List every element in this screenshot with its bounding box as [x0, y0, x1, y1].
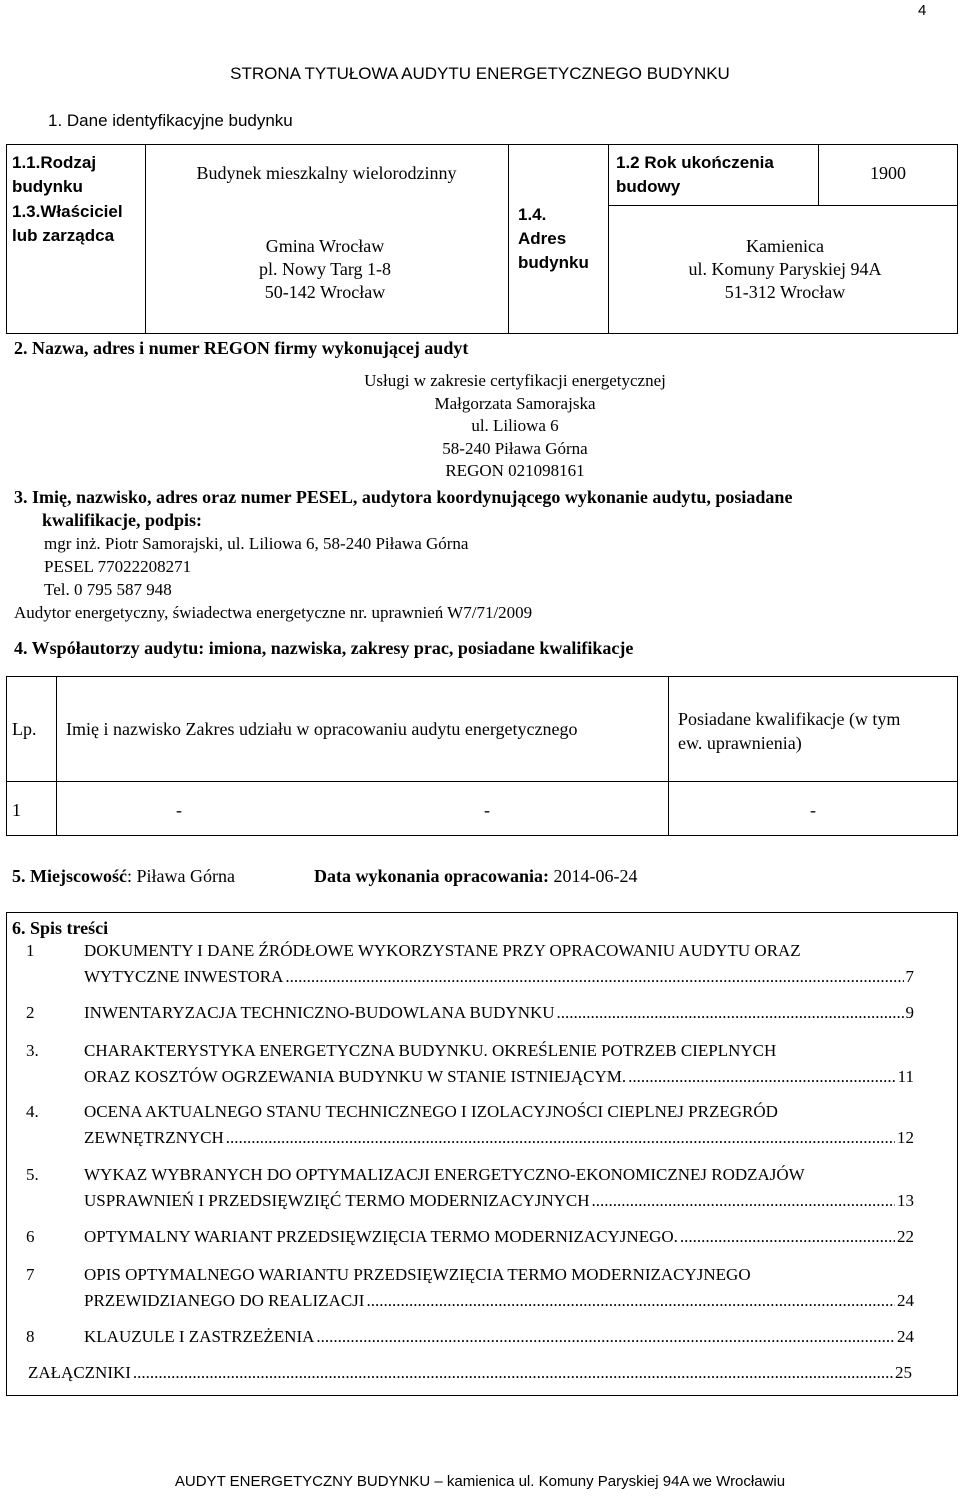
toc-leader-dots [628, 1067, 895, 1087]
place-value: : Piława Górna [126, 866, 235, 886]
toc-heading: 6. Spis treści [12, 918, 109, 938]
toc-item-page: 9 [905, 1003, 914, 1022]
toc-item-number: 1 [26, 941, 35, 960]
section4-heading: 4. Współautorzy audytu: imiona, nazwiska, zakresy prac, posiadane kwalifikacje [14, 638, 634, 658]
col-name-scope: Imię i nazwisko Zakres udziału w opracowaniu audytu energetycznego [66, 719, 578, 739]
toc-item-page: 22 [897, 1227, 914, 1246]
place-label: 5. Miejscowość [12, 866, 127, 886]
toc-item-title: KLAUZULE I ZASTRZEŻENIA [84, 1327, 315, 1346]
page-footer: AUDYT ENERGETYCZNY BUDYNKU – kamienica ul. Komuny Paryskiej 94A we Wrocławiu [174, 1473, 786, 1490]
section3-heading: 3. Imię, nazwisko, adres oraz numer PESEL, audytora koordynującego wykonanie audytu, posiadane kwalifikacje, podpis: [14, 487, 793, 530]
toc-item-title: OCENA AKTUALNEGO STANU TECHNICZNEGO I IZOLACYJNOŚCI CIEPLNEJ PRZEGRÓD [84, 1102, 778, 1121]
toc-item-page: 12 [897, 1128, 914, 1147]
row-lp: 1 [12, 800, 21, 820]
place [12, 866, 235, 888]
year-value: 1900 [870, 163, 906, 183]
toc-item-page: 7 [905, 967, 914, 986]
toc-item-title: USPRAWNIEŃ I PRZEDSIĘWZIĘĆ TERMO MODERNIZACYJNYCH [84, 1191, 590, 1210]
year-label: 1.2 Rok ukończenia budowy [616, 153, 774, 196]
building-address-value: Kamienica ul. Komuny Paryskiej 94A 51-312 Wrocław [688, 236, 882, 302]
toc-attachments[interactable] [28, 1363, 912, 1383]
owner-label: 1.3.Właściciel lub zarządca [12, 202, 123, 245]
toc-item-title: CHARAKTERYSTYKA ENERGETYCZNA BUDYNKU. OKREŚLENIE POTRZEB CIEPLNYCH [84, 1041, 777, 1060]
toc-item-page: 24 [897, 1327, 914, 1346]
toc-item-page: 11 [897, 1067, 914, 1086]
toc-leader-dots [366, 1291, 895, 1311]
toc-attachments-page: 25 [895, 1363, 912, 1382]
document-title: STRONA TYTUŁOWA AUDYTU ENERGETYCZNEGO BUDYNKU [230, 64, 730, 83]
toc-leader-dots [557, 1003, 904, 1023]
toc-leader-dots [316, 1327, 895, 1347]
toc-item-title: OPTYMALNY WARIANT PRZEDSIĘWZIĘCIA TERMO MODERNIZACYJNEGO. [84, 1227, 678, 1246]
toc-leader-dots [285, 967, 903, 987]
toc-item[interactable] [84, 1291, 914, 1311]
toc-item-title: ZEWNĘTRZNYCH [84, 1128, 224, 1147]
row-name: - [176, 800, 182, 820]
toc-item-number: 2 [26, 1003, 35, 1022]
toc-item[interactable] [84, 967, 914, 987]
section1-heading: 1. Dane identyfikacyjne budynku [48, 111, 293, 130]
col-lp: Lp. [12, 719, 37, 739]
toc-attachments-label: ZAŁĄCZNIKI [28, 1363, 131, 1382]
building-type-value: Budynek mieszkalny wielorodzinny [196, 163, 457, 183]
toc-item-page: 24 [897, 1291, 914, 1310]
row-qualifications: - [810, 800, 816, 820]
toc-leader-dots [680, 1227, 895, 1247]
toc-item-number: 6 [26, 1227, 35, 1246]
toc-item-title: INWENTARYZACJA TECHNICZNO-BUDOWLANA BUDYNKU [84, 1003, 555, 1022]
toc-item[interactable] [84, 1327, 914, 1347]
page-number: 4 [918, 2, 927, 19]
col-qualifications: Posiadane kwalifikacje (w tym ew. uprawnienia) [678, 709, 901, 753]
toc-item-title: WYKAZ WYBRANYCH DO OPTYMALIZACJI ENERGETYCZNO-EKONOMICZNEJ RODZAJÓW [84, 1165, 805, 1184]
toc-item[interactable] [84, 1067, 914, 1087]
toc-item-number: 3. [26, 1041, 39, 1060]
toc-item[interactable] [84, 1191, 914, 1211]
toc-item-title: DOKUMENTY I DANE ŹRÓDŁOWE WYKORZYSTANE PRZY OPRACOWANIU AUDYTU ORAZ [84, 941, 801, 960]
auditor-company: Usługi w zakresie certyfikacji energetycznej Małgorzata Samorajska ul. Liliowa 6 58-240 Piława Górna REGON 021098161 [364, 371, 666, 480]
date-label: Data wykonania opracowania: [314, 866, 550, 886]
toc-item-title: WYTYCZNE INWESTORA [84, 967, 284, 986]
address-label: 1.4. Adres budynku [518, 205, 589, 272]
owner-value: Gmina Wrocław pl. Nowy Targ 1-8 50-142 Wrocław [258, 236, 392, 302]
toc-leader-dots [133, 1363, 893, 1383]
toc-leader-dots [591, 1191, 895, 1211]
toc-item[interactable] [84, 1227, 914, 1247]
toc-item-page: 13 [897, 1191, 914, 1210]
toc-item-title: ORAZ KOSZTÓW OGRZEWANIA BUDYNKU W STANIE ISTNIEJĄCYM. [84, 1067, 627, 1086]
toc-item-title: PRZEWIDZIANEGO DO REALIZACJI [84, 1291, 365, 1310]
date [314, 866, 638, 888]
row-scope: - [484, 800, 490, 820]
toc-item-number: 4. [26, 1102, 39, 1121]
toc-item[interactable] [84, 1128, 914, 1148]
toc-item-number: 7 [26, 1265, 35, 1284]
toc-item-number: 8 [26, 1327, 35, 1346]
date-value: 2014-06-24 [553, 866, 638, 886]
toc-leader-dots [226, 1128, 895, 1148]
toc-item[interactable] [84, 1003, 914, 1023]
toc-item-title: OPIS OPTYMALNEGO WARIANTU PRZEDSIĘWZIĘCIA TERMO MODERNIZACYJNEGO [84, 1265, 751, 1284]
toc-item-number: 5. [26, 1165, 39, 1184]
auditor-details: mgr inż. Piotr Samorajski, ul. Liliowa 6, 58-240 Piława Górna PESEL 77022208271 Tel. 0 795 587 948 Audytor energetyczny, świadectwa energetyczne nr. uprawnień W7/71/2009 [14, 534, 533, 622]
section2-heading: 2. Nazwa, adres i numer REGON firmy wykonującej audyt [14, 338, 469, 358]
building-type-label: 1.1.Rodzaj budynku [12, 153, 97, 196]
